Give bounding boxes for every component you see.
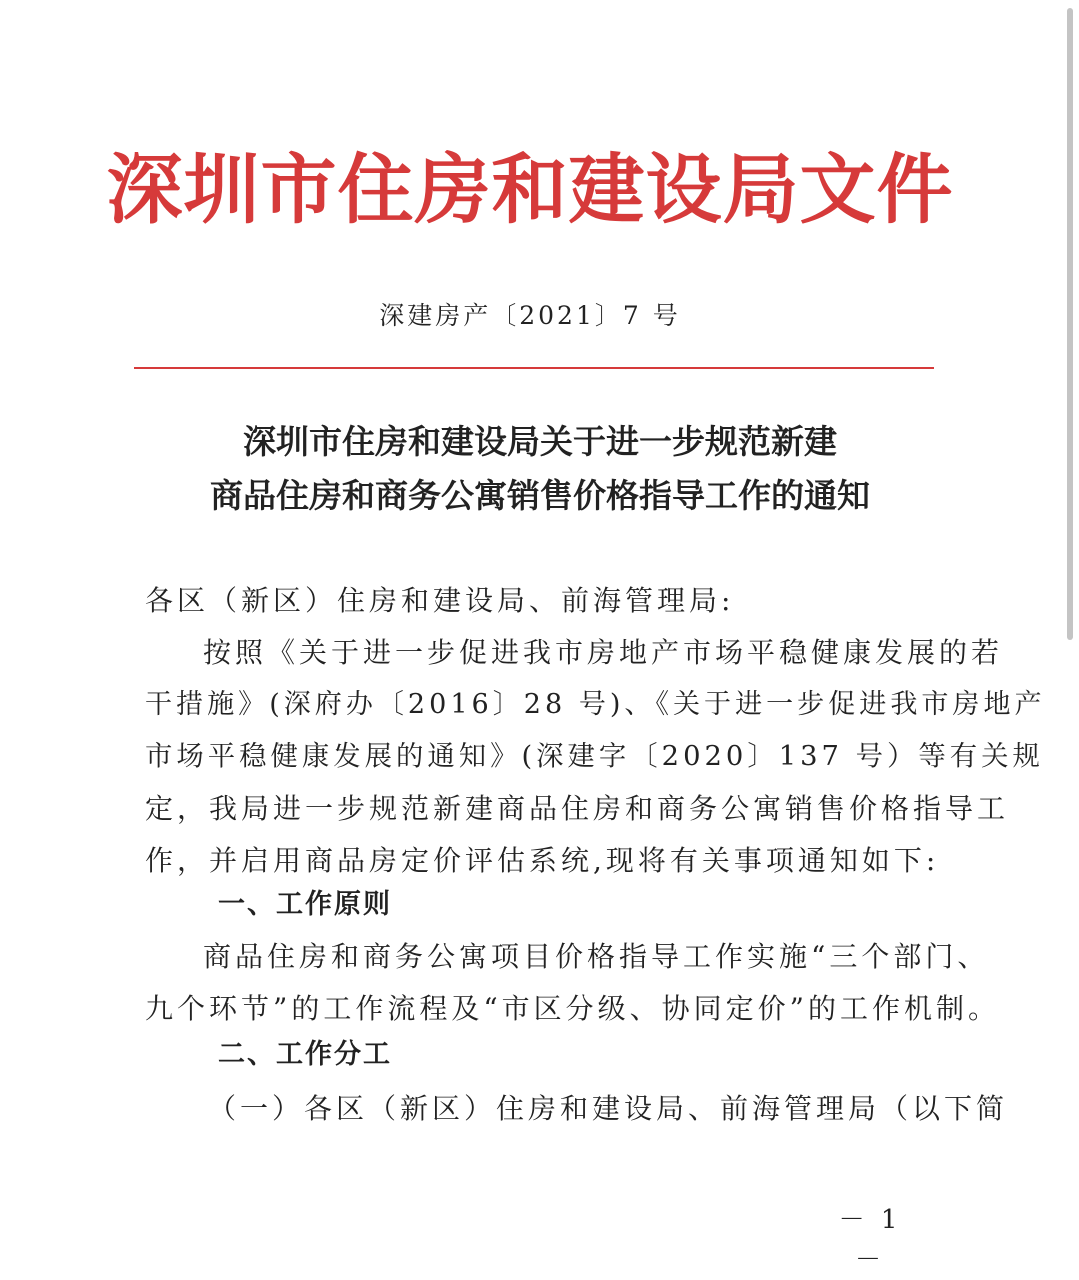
body-line: 定，我局进一步规范新建商品住房和商务公寓销售价格指导工	[145, 792, 1010, 825]
masthead-title: 深圳市住房和建设局文件	[106, 145, 954, 234]
body-line: 干措施》(深府办〔2016〕28 号)、《关于进一步促进我市房地产	[145, 689, 1046, 720]
body-line: 商品住房和商务公寓项目价格指导工作实施“三个部门、	[203, 940, 990, 973]
notice-title-line-2: 商品住房和商务公寓销售价格指导工作的通知	[210, 476, 870, 515]
body-line: 市场平稳健康发展的通知》(深建字〔2020〕137 号）等有关规	[145, 741, 1044, 772]
notice-title	[100, 415, 980, 523]
body-line: 九个环节”的工作流程及“市区分级、协同定价”的工作机制。	[145, 992, 1000, 1025]
body-line: 作，并启用商品房定价评估系统,现将有关事项通知如下:	[145, 844, 940, 877]
document-number: 深建房产〔2021〕7 号	[379, 301, 681, 330]
vertical-scrollbar[interactable]	[1067, 8, 1073, 1270]
page-number: － 1 －	[838, 1205, 902, 1275]
body-line: 按照《关于进一步促进我市房地产市场平稳健康发展的若	[203, 636, 1004, 669]
notice-title-line-1: 深圳市住房和建设局关于进一步规范新建	[243, 422, 837, 461]
salutation: 各区（新区）住房和建设局、前海管理局:	[145, 584, 735, 617]
red-divider	[134, 367, 934, 369]
scrollbar-thumb[interactable]	[1067, 8, 1073, 640]
section-heading-2: 二、工作分工	[218, 1039, 392, 1070]
body-line: （一）各区（新区）住房和建设局、前海管理局（以下简	[208, 1092, 1009, 1125]
section-heading-1: 一、工作原则	[218, 889, 392, 920]
